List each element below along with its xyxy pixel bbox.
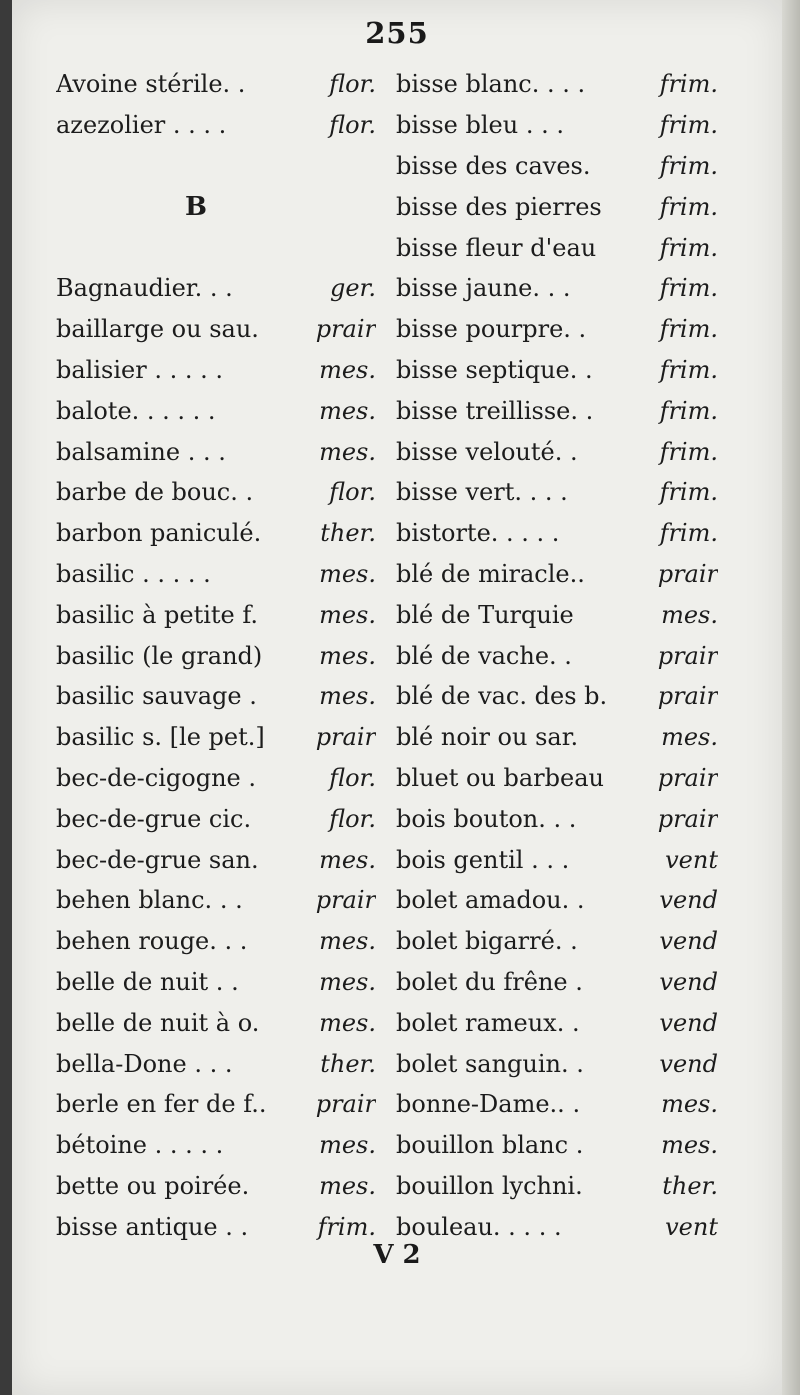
entry-category: vent bbox=[665, 1212, 718, 1241]
page-number: 255 bbox=[365, 16, 429, 50]
entry-name: belle de nuit . . bbox=[56, 967, 239, 996]
index-entry bbox=[396, 309, 718, 350]
entry-category: mes. bbox=[319, 682, 376, 711]
entry-name: Avoine stérile. . bbox=[56, 70, 246, 99]
entry-name: bisse jaune. . . bbox=[396, 274, 571, 303]
index-entry bbox=[396, 186, 718, 227]
entry-category: mes. bbox=[319, 600, 376, 629]
signature-mark: V 2 bbox=[373, 1240, 421, 1270]
entry-category: vend bbox=[659, 927, 718, 956]
entry-name: bolet du frêne . bbox=[396, 967, 583, 996]
index-entry bbox=[56, 758, 376, 799]
index-entry bbox=[56, 350, 376, 391]
index-entry bbox=[396, 635, 718, 676]
entry-category: mes. bbox=[319, 967, 376, 996]
index-entry bbox=[396, 717, 718, 758]
index-entry bbox=[56, 798, 376, 839]
entry-name: basilic sauvage . bbox=[56, 682, 257, 711]
entry-name: basilic s. [le pet.] bbox=[56, 723, 265, 752]
index-entry bbox=[396, 227, 718, 268]
index-entry bbox=[396, 880, 718, 921]
entry-name: bisse vert. . . . bbox=[396, 478, 568, 507]
entry-category: flor. bbox=[329, 70, 376, 99]
entry-name: behen rouge. . . bbox=[56, 927, 248, 956]
entry-category: flor. bbox=[329, 111, 376, 140]
entry-category: mes. bbox=[661, 600, 718, 629]
entry-name: bisse treillisse. . bbox=[396, 396, 594, 425]
entry-category: vend bbox=[659, 1008, 718, 1037]
section-letter bbox=[56, 186, 376, 227]
blank-line bbox=[56, 146, 376, 187]
entry-name: bonne-Dame.. . bbox=[396, 1090, 581, 1119]
entry-name: azezolier . . . . bbox=[56, 111, 227, 140]
entry-category: ger. bbox=[329, 274, 376, 303]
entry-name: bisse antique . . bbox=[56, 1212, 249, 1241]
entry-name: blé de vache. . bbox=[396, 641, 572, 670]
index-entry bbox=[396, 962, 718, 1003]
entry-category: prair bbox=[315, 315, 376, 344]
index-entry bbox=[396, 839, 718, 880]
entry-name: bec-de-grue san. bbox=[56, 845, 259, 874]
entry-name: blé de Turquie bbox=[396, 600, 574, 629]
index-entry bbox=[56, 676, 376, 717]
entry-name: belle de nuit à o. bbox=[56, 1008, 260, 1037]
entry-category: vend bbox=[659, 1049, 718, 1078]
index-entry bbox=[396, 1002, 718, 1043]
entry-name: barbe de bouc. . bbox=[56, 478, 254, 507]
entry-name: bisse pourpre. . bbox=[396, 315, 587, 344]
entry-category: prair bbox=[315, 723, 376, 752]
entry-name: behen blanc. . . bbox=[56, 886, 243, 915]
index-entry bbox=[56, 105, 376, 146]
index-entry bbox=[396, 513, 718, 554]
entry-category: ther. bbox=[320, 1049, 376, 1078]
entry-name: bisse blanc. . . . bbox=[396, 70, 586, 99]
entry-name: bluet ou barbeau bbox=[396, 763, 604, 792]
index-entry bbox=[56, 594, 376, 635]
entry-category: mes. bbox=[319, 1008, 376, 1037]
entry-category: flor. bbox=[329, 478, 376, 507]
entry-name: barbon paniculé. bbox=[56, 519, 262, 548]
entry-name: basilic à petite f. bbox=[56, 600, 259, 629]
entry-category: frim. bbox=[659, 355, 718, 384]
entry-category: mes. bbox=[661, 1131, 718, 1160]
entry-category: mes. bbox=[319, 396, 376, 425]
entry-name: bisse velouté. . bbox=[396, 437, 578, 466]
index-entry bbox=[396, 758, 718, 799]
index-entry bbox=[396, 350, 718, 391]
index-entry bbox=[56, 635, 376, 676]
entry-category: frim. bbox=[659, 192, 718, 221]
entry-name: bisse des caves. bbox=[396, 151, 591, 180]
index-entry bbox=[396, 921, 718, 962]
entry-category: mes. bbox=[319, 559, 376, 588]
entry-name: bouleau. . . . . bbox=[396, 1212, 562, 1241]
index-entry bbox=[56, 717, 376, 758]
entry-category: frim. bbox=[659, 151, 718, 180]
entry-name: bois bouton. . . bbox=[396, 804, 577, 833]
entry-name: balsamine . . . bbox=[56, 437, 226, 466]
entry-category: frim. bbox=[659, 519, 718, 548]
entry-name: bec-de-cigogne . bbox=[56, 763, 257, 792]
entry-category: ther. bbox=[320, 519, 376, 548]
entry-name: bois gentil . . . bbox=[396, 845, 570, 874]
index-entry bbox=[396, 676, 718, 717]
entry-category: mes. bbox=[319, 845, 376, 874]
entry-category: frim. bbox=[659, 396, 718, 425]
entry-name: bolet amadou. . bbox=[396, 886, 585, 915]
index-entry bbox=[56, 1084, 376, 1125]
entry-name: bolet rameux. . bbox=[396, 1008, 580, 1037]
entry-category: frim. bbox=[659, 70, 718, 99]
index-entry bbox=[396, 1043, 718, 1084]
entry-name: bella-Done . . . bbox=[56, 1049, 233, 1078]
index-entry bbox=[396, 268, 718, 309]
entry-category: frim. bbox=[659, 437, 718, 466]
entry-name: bouillon blanc . bbox=[396, 1131, 584, 1160]
left-column bbox=[56, 64, 376, 1247]
entry-name: basilic . . . . . bbox=[56, 559, 211, 588]
index-entry bbox=[56, 390, 376, 431]
entry-category: mes. bbox=[661, 723, 718, 752]
entry-name: basilic (le grand) bbox=[56, 641, 263, 670]
entry-category: mes. bbox=[661, 1090, 718, 1119]
entry-name: baillarge ou sau. bbox=[56, 315, 259, 344]
entry-name: bolet sanguin. . bbox=[396, 1049, 584, 1078]
entry-category: mes. bbox=[319, 355, 376, 384]
entry-category: prair bbox=[657, 804, 718, 833]
index-entry bbox=[396, 1166, 718, 1207]
index-entry bbox=[56, 554, 376, 595]
index-entry bbox=[396, 390, 718, 431]
entry-name: balisier . . . . . bbox=[56, 355, 223, 384]
index-entry bbox=[396, 1084, 718, 1125]
entry-category: vend bbox=[659, 967, 718, 996]
entry-category: mes. bbox=[319, 437, 376, 466]
entry-name: bisse septique. . bbox=[396, 355, 593, 384]
entry-category: prair bbox=[657, 763, 718, 792]
index-entry bbox=[396, 146, 718, 187]
entry-category: prair bbox=[315, 1090, 376, 1119]
entry-name: bouillon lychni. bbox=[396, 1171, 583, 1200]
index-entry bbox=[56, 880, 376, 921]
entry-name: bec-de-grue cic. bbox=[56, 804, 252, 833]
index-entry bbox=[56, 513, 376, 554]
entry-name: bisse bleu . . . bbox=[396, 111, 564, 140]
entry-category: mes. bbox=[319, 1171, 376, 1200]
book-page bbox=[12, 0, 782, 1395]
entry-name: balote. . . . . . bbox=[56, 396, 216, 425]
entry-category: flor. bbox=[329, 804, 376, 833]
entry-name: bistorte. . . . . bbox=[396, 519, 560, 548]
entry-name: bétoine . . . . . bbox=[56, 1131, 224, 1160]
index-entry bbox=[396, 431, 718, 472]
entry-category: frim. bbox=[659, 233, 718, 262]
entry-category: frim. bbox=[659, 111, 718, 140]
entry-category: prair bbox=[657, 641, 718, 670]
entry-name: bisse des pierres bbox=[396, 192, 602, 221]
index-entry bbox=[56, 1002, 376, 1043]
index-entry bbox=[396, 472, 718, 513]
index-entry bbox=[396, 1125, 718, 1166]
entry-category: mes. bbox=[319, 641, 376, 670]
entry-category: frim. bbox=[659, 478, 718, 507]
entry-category: mes. bbox=[319, 927, 376, 956]
index-entry bbox=[396, 798, 718, 839]
entry-category: mes. bbox=[319, 1131, 376, 1160]
index-entry bbox=[56, 268, 376, 309]
index-entry bbox=[56, 962, 376, 1003]
entry-name: bolet bigarré. . bbox=[396, 927, 578, 956]
right-column bbox=[396, 64, 718, 1247]
index-entry bbox=[56, 921, 376, 962]
entry-name: berle en fer de f.. bbox=[56, 1090, 267, 1119]
entry-category: ther. bbox=[662, 1171, 718, 1200]
index-entry bbox=[396, 64, 718, 105]
index-entry bbox=[56, 64, 376, 105]
entry-category: flor. bbox=[329, 763, 376, 792]
page-edge bbox=[782, 0, 800, 1395]
index-entry bbox=[56, 1125, 376, 1166]
entry-name: blé de miracle.. bbox=[396, 559, 585, 588]
index-entry bbox=[56, 472, 376, 513]
entry-category: vend bbox=[659, 886, 718, 915]
entry-category: frim. bbox=[317, 1212, 376, 1241]
entry-name: blé de vac. des b. bbox=[396, 682, 608, 711]
entry-category: prair bbox=[657, 682, 718, 711]
index-entry bbox=[56, 839, 376, 880]
index-entry bbox=[56, 1166, 376, 1207]
entry-name: bette ou poirée. bbox=[56, 1171, 250, 1200]
entry-category: prair bbox=[315, 886, 376, 915]
entry-name: Bagnaudier. . . bbox=[56, 274, 233, 303]
entry-category: prair bbox=[657, 559, 718, 588]
index-entry bbox=[56, 309, 376, 350]
index-entry bbox=[56, 1043, 376, 1084]
entry-category: vent bbox=[665, 845, 718, 874]
entry-name: blé noir ou sar. bbox=[396, 723, 579, 752]
blank-line bbox=[56, 227, 376, 268]
index-entry bbox=[396, 554, 718, 595]
index-entry bbox=[56, 431, 376, 472]
index-entry bbox=[396, 105, 718, 146]
entry-category: frim. bbox=[659, 315, 718, 344]
index-entry bbox=[396, 594, 718, 635]
entry-name: bisse fleur d'eau bbox=[396, 233, 597, 262]
section-letter-text: B bbox=[185, 191, 207, 222]
entry-category: frim. bbox=[659, 274, 718, 303]
